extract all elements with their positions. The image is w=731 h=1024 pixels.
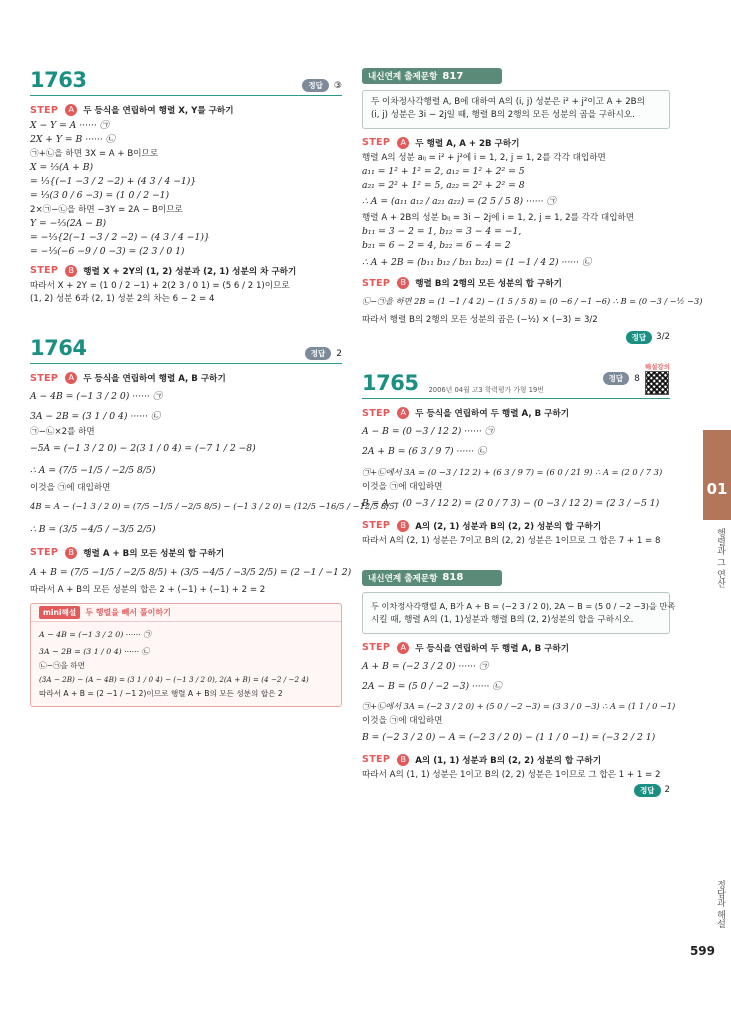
text-line: ㉡−㉠을 하면 [39, 661, 85, 671]
math-line: = −⅓{2(−1 −3 / 2 −2) − (4 3 / 4 −1)} [30, 232, 210, 244]
math-line: = ⅓(3 0 / 6 −3) = (1 0 / 2 −1) [30, 190, 170, 202]
problem-number: 1763 [30, 68, 87, 92]
problem-number: 818 [442, 572, 464, 584]
problem-1765 [362, 362, 670, 548]
step-title: A의 (1, 1) 성분과 B의 (2, 2) 성분의 합 구하기 [415, 755, 602, 766]
step-a [30, 104, 342, 116]
math-line: 4B = A − (−1 3 / 2 0) = (7/5 −1/5 / −2/5 8/5) − (−1 3 / 2 0) = (12/5 −16/5 / −12/5 8/5) [30, 500, 398, 511]
text-line: 따라서 A의 (1, 1) 성분은 1이고 B의 (2, 2) 성분은 1이므로 그 합은 1 + 1 = 2 [362, 769, 661, 780]
math-line: A − 4B = (−1 3 / 2 0) ······ ㉠ [39, 629, 151, 639]
text-line: ㉠−㉡×2를 하면 [30, 426, 95, 437]
step-a: STEP A 두 행렬 A, A + 2B 구하기 [362, 137, 520, 149]
qr-block[interactable] [645, 362, 670, 395]
problem-number: 817 [442, 70, 464, 82]
problem-source: 2006년 04월 고3 학력평가 가형 19번 [428, 385, 544, 394]
step-title: A의 (2, 1) 성분과 B의 (2, 2) 성분의 합 구하기 [415, 521, 602, 532]
math-line: B = A − (0 −3 / 12 2) = (2 0 / 7 3) − (0 −3 / 12 2) = (2 3 / −5 1) [362, 498, 660, 510]
step-b: STEP B 행렬 B의 2행의 모든 성분의 합 구하기 [362, 277, 562, 290]
step-title: 두 등식을 연립하여 행렬 X, Y를 구하기 [83, 106, 234, 116]
text-line: 따라서 A + B의 모든 성분의 합은 2 + (−1) + (−1) + 2 = 2 [30, 584, 266, 595]
problem-818 [362, 570, 676, 797]
answer-value: 2 [664, 784, 670, 795]
text-line: 이것을 ㉠에 대입하면 [362, 716, 443, 727]
math-line: b₂₁ = 6 − 2 = 4, b₂₂ = 6 − 4 = 2 [362, 240, 511, 252]
step-a: STEP A 두 등식을 연립하여 두 행렬 A, B 구하기 [362, 642, 570, 654]
step-letter: A [397, 642, 409, 654]
math-line: a₁₁ = 1² + 1² = 2, a₁₂ = 1² + 2² = 5 [362, 165, 525, 177]
step-title: 두 등식을 연립하여 두 행렬 A, B 구하기 [415, 643, 570, 654]
chapter-title: 행렬과 그 연산 [715, 528, 725, 588]
text-line: 2×㉠−㉡을 하면 −3Y = 2A − B이므로 [30, 204, 183, 215]
math-line: 2A + B = (6 3 / 9 7) ······ ㉡ [362, 446, 487, 458]
qr-label: 해설강의 [644, 363, 670, 372]
step-a: STEP A 두 등식을 연립하여 두 행렬 A, B 구하기 [362, 407, 570, 420]
step-label: STEP [30, 104, 59, 116]
answer-badge: 정답 [634, 784, 661, 797]
math-line: A + B = (7/5 −1/5 / −2/5 8/5) + (3/5 −4/5 / −3/5 2/5) = (2 −1 / −1 2) [30, 566, 352, 578]
math-line: ∴ A = (7/5 −1/5 / −2/5 8/5) [30, 464, 156, 476]
mini-label: mini해설 [39, 606, 80, 619]
math-line: 2A − B = (5 0 / −2 −3) ······ ㉡ [362, 680, 502, 692]
question-line: 두 이차정사각행렬 A, B에 대하여 A의 (i, j) 성분은 i² + j²이고 A + 2B의 [371, 97, 645, 107]
answer-value: 8 [634, 373, 640, 384]
answer-value: 3/2 [656, 331, 670, 342]
step-a: STEP A 두 등식을 연립하여 행렬 A, B 구하기 [30, 372, 226, 385]
problem-817 [362, 68, 703, 344]
mini-title: 두 행렬을 빼서 풀이하기 [85, 607, 171, 617]
step-letter: A [397, 137, 409, 149]
linked-problem-tag: 내신연계 출제문항 817 [362, 68, 502, 84]
math-line: X − Y = A ······ ㉠ [30, 120, 109, 131]
math-line: −5A = (−1 3 / 2 0) − 2(3 1 / 0 4) = (−7 1 / 2 −8) [30, 443, 256, 455]
question-line: 시킬 때, 행렬 A의 (1, 1)성분과 행렬 B의 (2, 2)성분의 합을 구하시오. [371, 615, 634, 626]
problem-number: 1764 [30, 336, 87, 361]
text-line: 따라서 행렬 B의 2행의 모든 성분의 곱은 (−½) × (−3) = 3/2 [362, 314, 598, 325]
math-line: ∴ B = (3/5 −4/5 / −3/5 2/5) [30, 523, 156, 535]
math-line: (3A − 2B) − (A − 4B) = (3 1 / 0 4) − (−1 3 / 2 0), 2(A + B) = (4 −2 / −2 4) [39, 674, 309, 684]
question-box [362, 90, 670, 129]
step-b: STEP B A의 (1, 1) 성분과 B의 (2, 2) 성분의 합 구하기 [362, 754, 602, 766]
math-line: A − 4B = (−1 3 / 2 0) ······ ㉠ [30, 391, 162, 403]
text-line: 따라서 A + B = (2 −1 / −1 2)이므로 행렬 A + B의 모든 성분의 합은 2 [39, 688, 283, 698]
math-line: A − B = (0 −3 / 12 2) ······ ㉠ [362, 426, 494, 438]
math-line: 3A − 2B = (3 1 / 0 4) ······ ㉡ [30, 410, 161, 422]
step-b: STEP B 행렬 A + B의 모든 성분의 합 구하기 [30, 547, 225, 559]
problem-number: 1765 [362, 371, 419, 396]
answer-badge: 정답 [603, 372, 630, 385]
math-line: ∴ A + 2B = (b₁₁ b₁₂ / b₂₁ b₂₂) = (1 −1 / 4 2) ······ ㉡ [362, 256, 592, 268]
math-line: 2X + Y = B ······ ㉡ [30, 134, 115, 146]
step-letter: B [397, 754, 409, 766]
qr-code-icon[interactable] [645, 371, 669, 395]
step-letter: B [65, 265, 77, 277]
text-line: 행렬 A + 2B의 성분 bᵢⱼ = 3i − 2j에 i = 1, 2, j = 1, 2를 각각 대입하면 [362, 212, 635, 223]
math-line: b₁₁ = 3 − 2 = 1, b₁₂ = 3 − 4 = −1, [362, 226, 522, 238]
step-letter: A [65, 104, 77, 116]
answer-value: 2 [336, 348, 342, 359]
step-letter: B [397, 520, 409, 532]
text-line: ㉠+㉡을 하면 3X = A + B이므로 [30, 148, 159, 159]
step-title: 두 등식을 연립하여 행렬 A, B 구하기 [83, 374, 226, 385]
question-box [362, 592, 676, 634]
math-line: X = ⅓(A + B) [30, 161, 94, 173]
step-b: STEP B 행렬 X + 2Y의 (1, 2) 성분과 (2, 1) 성분의 차 구하기 [30, 265, 297, 277]
question-line: 두 이차정사각행렬 A, B가 A + B = (−2 3 / 2 0), 2A − B = (5 0 / −2 −3)을 만족 [371, 600, 676, 611]
section-title: 정답과 해설 [715, 880, 725, 928]
step-letter: B [397, 277, 409, 289]
text-line: 따라서 A의 (2, 1) 성분은 7이고 B의 (2, 2) 성분은 1이므로 그 합은 7 + 1 = 8 [362, 535, 661, 546]
step-title: 행렬 X + 2Y의 (1, 2) 성분과 (2, 1) 성분의 차 구하기 [83, 266, 297, 277]
math-line: ㉡−㉠을 하면 2B = (1 −1 / 4 2) − (1 5 / 5 8) = (0 −6 / −1 −6) ∴ B = (0 −3 / −½ −3) [362, 296, 703, 307]
step-letter: B [65, 547, 77, 559]
step-title: 행렬 B의 2행의 모든 성분의 합 구하기 [415, 279, 562, 290]
problem-1763 [30, 68, 342, 306]
linked-problem-tag: 내신연계 출제문항 818 [362, 570, 502, 586]
math-line: B = (−2 3 / 2 0) − A = (−2 3 / 2 0) − (1 1 / 0 −1) = (−3 2 / 2 1) [362, 732, 656, 744]
math-line: = ⅓{(−1 −3 / 2 −2) + (4 3 / 4 −1)} [30, 176, 197, 188]
text-line: 따라서 X + 2Y = (1 0 / 2 −1) + 2(2 3 / 0 1) = (5 6 / 2 1)이므로 [30, 280, 290, 291]
text-line: 행렬 A의 성분 aᵢⱼ = i² + j²에 i = 1, 2, j = 1, 2를 각각 대입하면 [362, 152, 606, 163]
chapter-number: 01 [706, 480, 728, 498]
step-title: 두 등식을 연립하여 두 행렬 A, B 구하기 [415, 409, 570, 420]
text-line: (1, 2) 성분 6과 (2, 1) 성분 2의 차는 6 − 2 = 4 [30, 293, 215, 304]
step-title: 두 행렬 A, A + 2B 구하기 [415, 138, 520, 149]
mini-solution-box [30, 603, 342, 707]
question-line: (i, j) 성분은 3i − 2j일 때, 행렬 B의 2행의 모든 성분의 곱을 구하시오. [371, 110, 635, 121]
math-line: ㉠+㉡에서 3A = (0 −3 / 12 2) + (6 3 / 9 7) = (6 0 / 21 9) ∴ A = (2 0 / 7 3) [362, 466, 663, 477]
text-line: 이것을 ㉠에 대입하면 [362, 481, 443, 492]
math-line: Y = −⅓(2A − B) [30, 217, 107, 229]
answer-badge: 정답 [626, 331, 653, 344]
answer-value: ③ [333, 80, 342, 91]
answer-badge: 정답 [302, 79, 329, 92]
math-line: A + B = (−2 3 / 2 0) ······ ㉠ [362, 660, 489, 672]
chapter-tab[interactable] [703, 430, 731, 520]
math-line: a₂₁ = 2² + 1² = 5, a₂₂ = 2² + 2² = 8 [362, 180, 525, 192]
math-line: = −⅓(−6 −9 / 0 −3) = (2 3 / 0 1) [30, 246, 185, 258]
text-line: 이것을 ㉠에 대입하면 [30, 483, 111, 494]
step-b: STEP B A의 (2, 1) 성분과 B의 (2, 2) 성분의 합 구하기 [362, 520, 602, 532]
math-line: 3A − 2B = (3 1 / 0 4) ······ ㉡ [39, 647, 150, 657]
step-title: 행렬 A + B의 모든 성분의 합 구하기 [83, 548, 225, 559]
right-column [362, 68, 703, 797]
math-line: ㉠+㉡에서 3A = (−2 3 / 2 0) + (5 0 / −2 −3) = (3 3 / 0 −3) ∴ A = (1 1 / 0 −1) [362, 701, 676, 712]
page-number: 599 [689, 944, 715, 958]
answer-badge: 정답 [305, 347, 332, 360]
math-line: ∴ A = (a₁₁ a₁₂ / a₂₁ a₂₂) = (2 5 / 5 8) ······ ㉠ [362, 196, 556, 208]
step-letter: A [65, 372, 77, 384]
step-letter: A [397, 407, 409, 419]
